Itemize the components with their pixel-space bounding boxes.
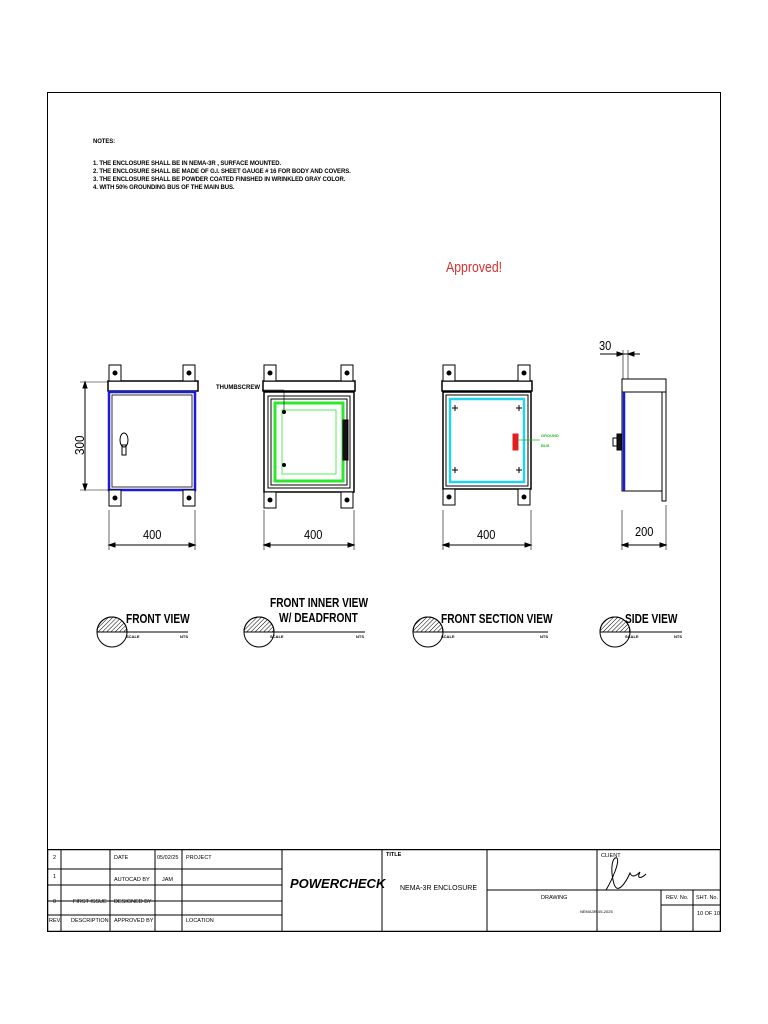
dim-side-depth: 200 xyxy=(635,524,654,539)
dim-flange: 30 xyxy=(599,338,612,353)
drawing-label: DRAWING xyxy=(541,895,568,901)
note-item: 4. WITH 50% GROUNDING BUS OF THE MAIN BUS. xyxy=(93,185,235,191)
ground-bus-label-1: GROUND xyxy=(541,433,559,438)
section-view-title: FRONT SECTION VIEW xyxy=(441,611,553,626)
rev-1: 1 xyxy=(53,874,57,880)
front-section-view-drawing xyxy=(442,365,540,550)
dim-front-width: 400 xyxy=(143,527,162,542)
rev-2: 2 xyxy=(53,855,57,861)
section-view-scale-value: NTS xyxy=(540,634,548,639)
front-view-title: FRONT VIEW xyxy=(126,611,190,626)
side-view-scale-value: NTS xyxy=(674,634,682,639)
description-header: DESCRIPTION xyxy=(71,918,109,924)
date-value: 05/02/25 xyxy=(157,855,179,861)
front-inner-view-drawing xyxy=(262,365,355,550)
side-view-drawing xyxy=(600,350,666,550)
inner-view-title-line1: FRONT INNER VIEW xyxy=(270,595,369,610)
note-item: 2. THE ENCLOSURE SHALL BE MADE OF G.I. SHEET GAUGE # 16 FOR BODY AND COVERS. xyxy=(93,169,351,175)
company-brand: POWERCHECK xyxy=(290,876,386,891)
client-label: CLIENT xyxy=(601,853,621,859)
rev-0: 0 xyxy=(53,899,57,905)
date-label: DATE xyxy=(114,855,129,861)
project-label: PROJECT xyxy=(186,855,212,861)
dim-height-300: 300 xyxy=(72,435,87,455)
sht-no-value: 10 OF 10 xyxy=(697,911,720,917)
thumbscrew-label: THUMBSCREW xyxy=(216,385,260,391)
rev-header: REV. xyxy=(49,918,62,924)
approved-label: APPROVED BY xyxy=(114,918,154,924)
autocad-value: JAM xyxy=(162,877,173,883)
first-issue: FIRST ISSUE xyxy=(73,899,107,905)
title-value: NEMA-3R ENCLOSURE xyxy=(400,885,478,892)
front-view-scale-value: NTS xyxy=(180,634,188,639)
sht-no-label: SHT. No. xyxy=(696,895,719,901)
location-label: LOCATION xyxy=(186,918,214,924)
approved-stamp: Approved! xyxy=(446,259,503,276)
inner-view-scale-value: NTS xyxy=(356,634,364,639)
drawing-value: NEMA3R-05-2025 xyxy=(580,909,613,914)
side-view-title: SIDE VIEW xyxy=(625,611,678,626)
notes-heading: NOTES: xyxy=(93,139,116,145)
section-view-scale-label: SCALE xyxy=(441,634,455,639)
note-item: 3. THE ENCLOSURE SHALL BE POWDER COATED FINISHED IN WRINKLED GRAY COLOR. xyxy=(93,177,346,183)
designed-label: DESIGNED BY xyxy=(114,899,152,905)
side-view-scale-label: SCALE xyxy=(625,634,639,639)
ground-bus-label-2: BUS xyxy=(541,443,550,448)
note-item: 1. THE ENCLOSURE SHALL BE IN NEMA-3R , SURFACE MOUNTED. xyxy=(93,161,282,167)
front-view-scale-label: SCALE xyxy=(126,634,140,639)
autocad-label: AUTOCAD BY xyxy=(114,877,150,883)
rev-no-label: REV. No. xyxy=(666,895,689,901)
inner-view-title-line2: W/ DEADFRONT xyxy=(279,610,358,625)
dim-section-width: 400 xyxy=(477,527,496,542)
dim-inner-width: 400 xyxy=(304,527,323,542)
inner-view-scale-label: SCALE xyxy=(270,634,284,639)
title-label: TITLE xyxy=(386,852,402,858)
front-view-drawing xyxy=(80,365,198,550)
